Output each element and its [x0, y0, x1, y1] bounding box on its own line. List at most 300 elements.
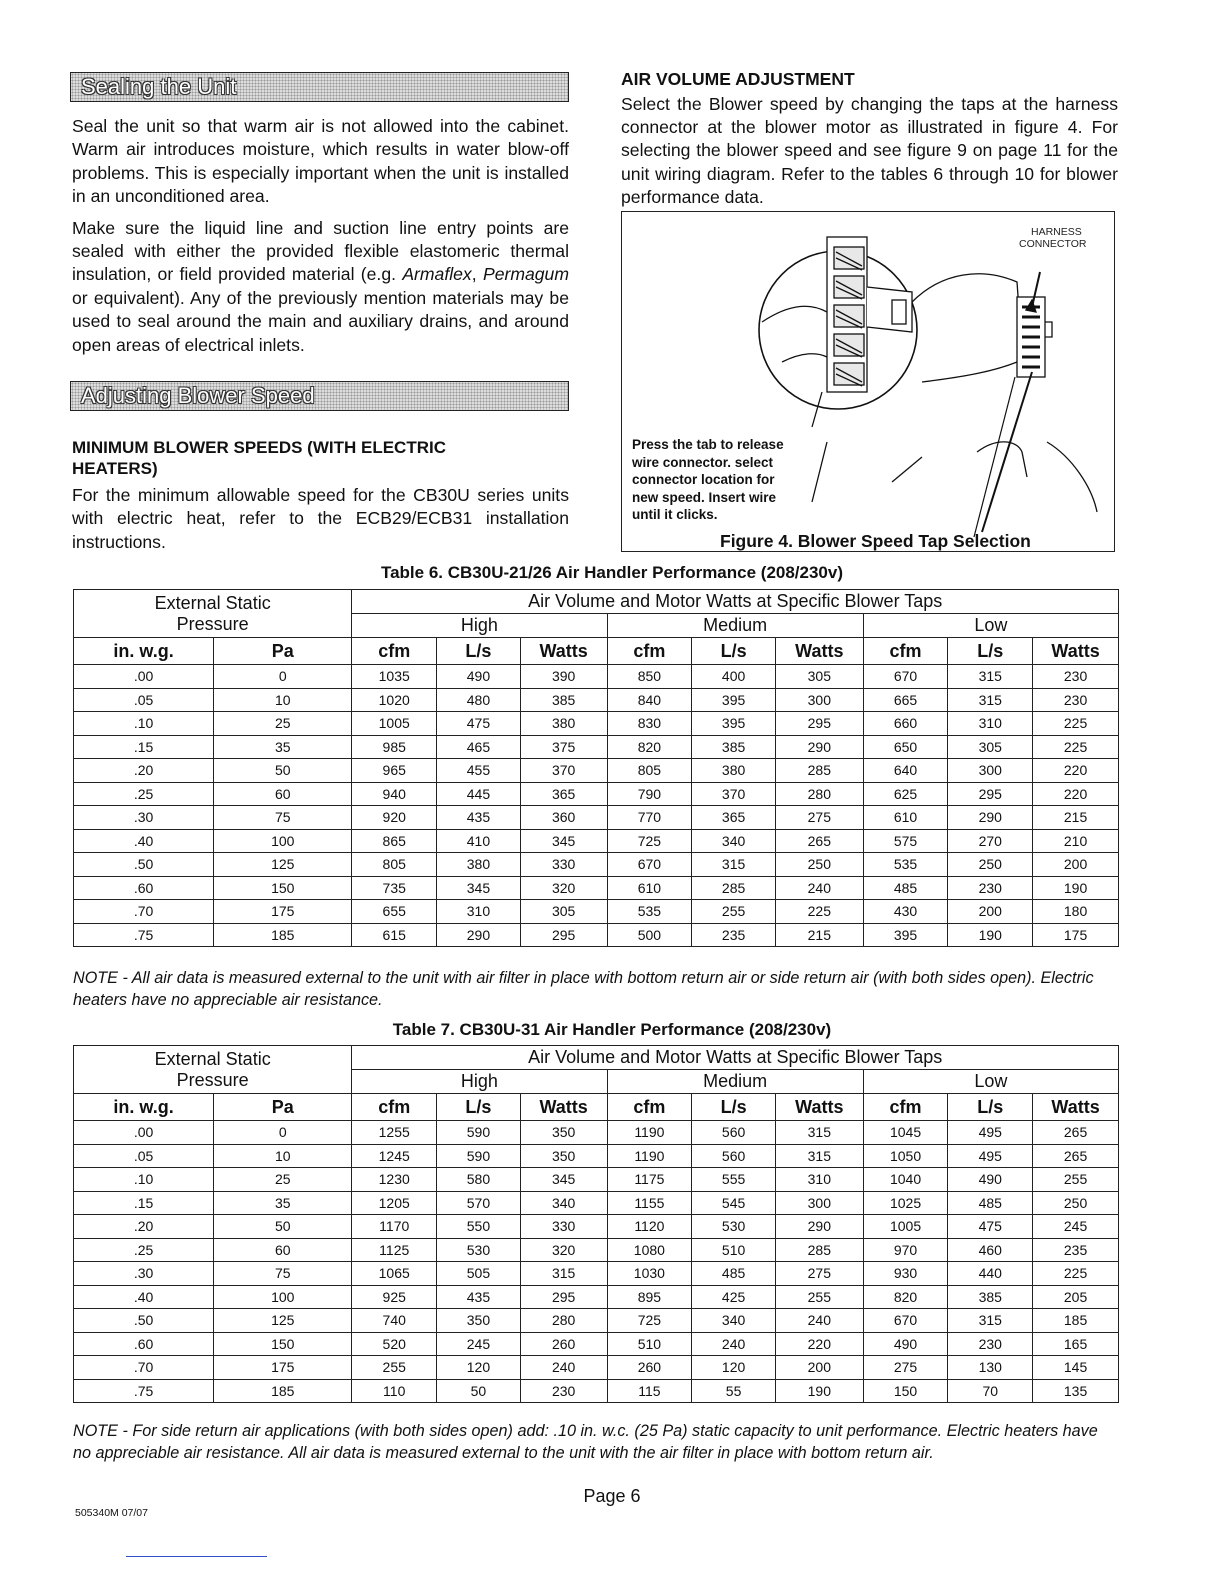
table-cell: 315: [775, 1121, 863, 1145]
harness-label-line-1: HARNESS: [1031, 226, 1082, 238]
ls-header: L/s: [437, 638, 521, 665]
table-cell: 735: [352, 876, 437, 900]
table-cell: 350: [520, 1121, 607, 1145]
table-cell: 670: [863, 1309, 948, 1333]
table-cell: 590: [437, 1121, 521, 1145]
table-cell: 340: [692, 1309, 776, 1333]
air-volume-heading: AIR VOLUME ADJUSTMENT: [621, 69, 855, 89]
sealing-section: [72, 115, 569, 357]
table-cell: 530: [437, 1238, 521, 1262]
table-cell: 250: [775, 853, 863, 877]
high-header: High: [352, 1070, 607, 1094]
table-cell: 1040: [863, 1168, 948, 1192]
table-cell: 740: [352, 1309, 437, 1333]
table-cell: 1230: [352, 1168, 437, 1192]
table-cell: 190: [1033, 876, 1119, 900]
table-cell: 395: [863, 923, 948, 947]
table-cell: 395: [692, 712, 776, 736]
table-row: [74, 1285, 1119, 1309]
table-6-note: NOTE - All air data is measured external to the unit with air filter in place with bottom return air or side return air (with both sides open). Electric heaters have no appreciable air resistance.: [73, 969, 1094, 1009]
table-cell: 1005: [863, 1215, 948, 1239]
table-cell: .60: [74, 1332, 214, 1356]
sealing-p2-part-b: ,: [471, 264, 483, 285]
table-row: [74, 853, 1119, 877]
table-cell: 240: [520, 1356, 607, 1380]
table-cell: 350: [437, 1309, 521, 1333]
table-cell: 165: [1033, 1332, 1119, 1356]
sealing-p2-part-a: Make sure the liquid line and suction line entry points are sealed with either the provided flexible elastomeric thermal insulation, or field provided material (e.g.: [72, 217, 569, 285]
fig-text-line: until it clicks.: [632, 507, 718, 522]
table-cell: 1245: [352, 1144, 437, 1168]
table-cell: 340: [692, 829, 776, 853]
table-cell: 250: [1033, 1191, 1119, 1215]
table-cell: 10: [214, 688, 352, 712]
table-cell: 925: [352, 1285, 437, 1309]
table-cell: 185: [214, 923, 352, 947]
table-cell: 1045: [863, 1121, 948, 1145]
table-cell: 255: [352, 1356, 437, 1380]
table-row: [74, 688, 1119, 712]
inwg-header: in. w.g.: [74, 638, 214, 665]
figure-instruction-text: [632, 436, 784, 524]
fig-text-line: wire connector. select: [632, 454, 774, 470]
table-cell: 1050: [863, 1144, 948, 1168]
ext-header-line-2: Pressure: [176, 1070, 249, 1090]
table-cell: 820: [863, 1285, 948, 1309]
table-cell: 465: [437, 735, 521, 759]
footer-rule: [126, 1556, 267, 1557]
table-cell: 245: [1033, 1215, 1119, 1239]
table-cell: 235: [1033, 1238, 1119, 1262]
table-cell: 380: [692, 759, 776, 783]
table-row: [74, 1168, 1119, 1192]
table-cell: 205: [1033, 1285, 1119, 1309]
table-row: [74, 1332, 1119, 1356]
table-cell: 230: [948, 1332, 1033, 1356]
table-cell: 330: [520, 853, 607, 877]
cfm-header: cfm: [607, 1094, 692, 1121]
table-cell: 345: [520, 1168, 607, 1192]
table-row: [74, 665, 1119, 689]
table-cell: 490: [437, 665, 521, 689]
table-cell: 125: [214, 1309, 352, 1333]
table-row: [74, 1215, 1119, 1239]
cfm-header: cfm: [352, 1094, 437, 1121]
table-cell: 255: [692, 900, 776, 924]
ls-header: L/s: [437, 1094, 521, 1121]
table-cell: 425: [692, 1285, 776, 1309]
table-cell: 50: [214, 1215, 352, 1239]
table-cell: 410: [437, 829, 521, 853]
table-cell: 360: [520, 806, 607, 830]
table-cell: 550: [437, 1215, 521, 1239]
table-cell: 1190: [607, 1144, 692, 1168]
watts-header: Watts: [1033, 638, 1119, 665]
table-cell: 255: [1033, 1168, 1119, 1192]
fig-text-line: new speed. Insert wire: [632, 489, 777, 505]
table-cell: 250: [948, 853, 1033, 877]
table-cell: 110: [352, 1379, 437, 1403]
table-cell: 805: [607, 759, 692, 783]
table-cell: 235: [692, 923, 776, 947]
table-cell: 260: [607, 1356, 692, 1380]
table-cell: 225: [1033, 735, 1119, 759]
table-cell: 25: [214, 712, 352, 736]
table-cell: 125: [214, 853, 352, 877]
table-cell: 1255: [352, 1121, 437, 1145]
ls-header: L/s: [692, 1094, 776, 1121]
table-cell: 295: [775, 712, 863, 736]
table-cell: 25: [214, 1168, 352, 1192]
table-cell: 315: [692, 853, 776, 877]
table-cell: 770: [607, 806, 692, 830]
figure-4-caption: Figure 4. Blower Speed Tap Selection: [720, 531, 1031, 551]
table-cell: .25: [74, 1238, 214, 1262]
table-cell: 310: [437, 900, 521, 924]
table-cell: 315: [520, 1262, 607, 1286]
table-cell: 185: [1033, 1309, 1119, 1333]
table-cell: .30: [74, 1262, 214, 1286]
high-header: High: [352, 614, 607, 638]
table-row: [74, 735, 1119, 759]
table-cell: 150: [214, 1332, 352, 1356]
sealing-paragraph-1: Seal the unit so that warm air is not allowed into the cabinet. Warm air introduces moisture, which results in water blow-off problems. This is especially important when the unit is installed in an unconditioned area.: [72, 116, 569, 207]
table-cell: 315: [948, 1309, 1033, 1333]
fig-text-line: Press the tab to release: [632, 437, 784, 452]
table-cell: 185: [214, 1379, 352, 1403]
table-cell: 510: [692, 1238, 776, 1262]
table-cell: .75: [74, 923, 214, 947]
table-cell: 310: [948, 712, 1033, 736]
table-cell: 330: [520, 1215, 607, 1239]
table-cell: 390: [520, 665, 607, 689]
table-cell: 840: [607, 688, 692, 712]
ls-header: L/s: [948, 1094, 1033, 1121]
table-cell: 560: [692, 1121, 776, 1145]
table-cell: 280: [775, 782, 863, 806]
ls-header: L/s: [692, 638, 776, 665]
table-cell: 145: [1033, 1356, 1119, 1380]
sealing-p2-part-c: or equivalent). Any of the previously mention materials may be used to seal around the main and auxiliary drains, and around open areas of electrical inlets.: [72, 287, 569, 355]
table-cell: 445: [437, 782, 521, 806]
table-cell: 435: [437, 806, 521, 830]
table-cell: 1080: [607, 1238, 692, 1262]
air-volume-paragraph: Select the Blower speed by changing the taps at the harness connector at the blower motor as illustrated in figure 4. For selecting the blower speed and see figure 9 on page 11 for the unit wiring diagram. Refer to the tables 6 through 10 for blower performance data.: [621, 93, 1118, 208]
table-cell: .50: [74, 1309, 214, 1333]
table-cell: 1025: [863, 1191, 948, 1215]
table-cell: 290: [948, 806, 1033, 830]
table-cell: 375: [520, 735, 607, 759]
table-cell: 460: [948, 1238, 1033, 1262]
table-cell: 535: [607, 900, 692, 924]
table-cell: 175: [214, 900, 352, 924]
table-cell: 345: [520, 829, 607, 853]
table-cell: 570: [437, 1191, 521, 1215]
table-cell: 265: [1033, 1144, 1119, 1168]
air-volume-header: Air Volume and Motor Watts at Specific Blower Taps: [352, 1046, 1119, 1070]
table-7-body: [74, 1121, 1119, 1403]
table-cell: 545: [692, 1191, 776, 1215]
table-cell: 265: [1033, 1121, 1119, 1145]
table-cell: 255: [775, 1285, 863, 1309]
table-cell: .00: [74, 665, 214, 689]
table-cell: 655: [352, 900, 437, 924]
table-cell: 1190: [607, 1121, 692, 1145]
table-cell: 220: [775, 1332, 863, 1356]
table-cell: 1170: [352, 1215, 437, 1239]
table-cell: 725: [607, 829, 692, 853]
table-7-caption: Table 7. CB30U-31 Air Handler Performance (208/230v): [392, 1020, 832, 1039]
min-blower-paragraph: For the minimum allowable speed for the CB30U series units with electric heat, refer to the ECB29/ECB31 installation instructions.: [72, 485, 569, 552]
pa-header: Pa: [214, 1094, 352, 1121]
table-cell: 1035: [352, 665, 437, 689]
table-cell: 120: [692, 1356, 776, 1380]
table-cell: 285: [692, 876, 776, 900]
table-6-caption: Table 6. CB30U-21/26 Air Handler Performance (208/230v): [380, 563, 844, 582]
external-static-header: [74, 1046, 352, 1094]
table-cell: .30: [74, 806, 214, 830]
table-cell: 305: [948, 735, 1033, 759]
table-cell: 490: [948, 1168, 1033, 1192]
table-cell: 830: [607, 712, 692, 736]
air-volume-section: [621, 69, 1118, 210]
table-cell: 310: [775, 1168, 863, 1192]
table-row: [74, 759, 1119, 783]
low-header: Low: [863, 614, 1118, 638]
watts-header: Watts: [775, 1094, 863, 1121]
table-cell: 660: [863, 712, 948, 736]
table-cell: 1020: [352, 688, 437, 712]
table-cell: 300: [775, 688, 863, 712]
table-cell: 480: [437, 688, 521, 712]
table-cell: 1155: [607, 1191, 692, 1215]
min-blower-section: [72, 438, 569, 554]
table-7-note: NOTE - For side return air applications (with both sides open) add: .10 in. w.c. (25 Pa) static capacity to unit performance. Electric heaters have no appreciable air resistance. All air data is measured external to the unit with the air filter in place with bottom return air.: [73, 1422, 1098, 1462]
table-cell: 240: [775, 876, 863, 900]
min-blower-heading: MINIMUM BLOWER SPEEDS (WITH ELECTRIC HEATERS): [72, 438, 446, 478]
table-row: [74, 1262, 1119, 1286]
table-cell: 100: [214, 829, 352, 853]
table-cell: 920: [352, 806, 437, 830]
table-cell: .05: [74, 1144, 214, 1168]
table-cell: 245: [437, 1332, 521, 1356]
table-cell: 490: [863, 1332, 948, 1356]
table-cell: 380: [437, 853, 521, 877]
watts-header: Watts: [775, 638, 863, 665]
low-header: Low: [863, 1070, 1118, 1094]
medium-header: Medium: [607, 1070, 863, 1094]
page-number: Page 6: [583, 1486, 641, 1506]
table-cell: 225: [775, 900, 863, 924]
table-cell: 300: [948, 759, 1033, 783]
table-cell: 50: [214, 759, 352, 783]
table-row: [74, 806, 1119, 830]
watts-header: Watts: [520, 638, 607, 665]
table-row: [74, 829, 1119, 853]
external-static-header: [74, 590, 352, 638]
table-7: [73, 1045, 1119, 1403]
table-6: [73, 589, 1119, 947]
table-cell: .10: [74, 1168, 214, 1192]
table-cell: 385: [692, 735, 776, 759]
table-cell: 275: [863, 1356, 948, 1380]
sealing-unit-title: Sealing the Unit: [81, 74, 237, 99]
table-cell: 265: [775, 829, 863, 853]
fig-text-line: connector location for: [632, 472, 775, 487]
sealing-paragraph-2: [72, 217, 569, 357]
table-cell: 210: [1033, 829, 1119, 853]
cfm-header: cfm: [863, 638, 948, 665]
table-cell: 220: [1033, 759, 1119, 783]
ext-header-line-1: External Static: [154, 1049, 271, 1069]
adjusting-blower-title: Adjusting Blower Speed: [81, 383, 315, 408]
table-cell: 575: [863, 829, 948, 853]
table-cell: 625: [863, 782, 948, 806]
table-cell: 930: [863, 1262, 948, 1286]
table-cell: 430: [863, 900, 948, 924]
watts-header: Watts: [520, 1094, 607, 1121]
table-row: [74, 1191, 1119, 1215]
table-cell: 555: [692, 1168, 776, 1192]
table-cell: 295: [948, 782, 1033, 806]
table-cell: .40: [74, 1285, 214, 1309]
table-cell: 280: [520, 1309, 607, 1333]
table-cell: 50: [437, 1379, 521, 1403]
table-cell: 370: [692, 782, 776, 806]
table-row: [74, 1356, 1119, 1380]
ls-header: L/s: [948, 638, 1033, 665]
table-cell: 180: [1033, 900, 1119, 924]
table-cell: 75: [214, 1262, 352, 1286]
table-cell: .05: [74, 688, 214, 712]
table-cell: 275: [775, 806, 863, 830]
table-row: [74, 712, 1119, 736]
table-cell: 240: [775, 1309, 863, 1333]
table-cell: 230: [520, 1379, 607, 1403]
adjusting-blower-banner: [70, 381, 569, 411]
table-cell: 530: [692, 1215, 776, 1239]
ext-header-line-2: Pressure: [176, 614, 249, 634]
table-cell: 60: [214, 1238, 352, 1262]
table-cell: 215: [1033, 806, 1119, 830]
table-cell: 295: [520, 923, 607, 947]
table-cell: 435: [437, 1285, 521, 1309]
table-cell: 1175: [607, 1168, 692, 1192]
table-cell: 820: [607, 735, 692, 759]
table-row: [74, 900, 1119, 924]
pa-header: Pa: [214, 638, 352, 665]
cfm-header: cfm: [352, 638, 437, 665]
table-cell: 35: [214, 1191, 352, 1215]
table-cell: 500: [607, 923, 692, 947]
table-cell: 865: [352, 829, 437, 853]
table-cell: 35: [214, 735, 352, 759]
table-cell: .50: [74, 853, 214, 877]
table-cell: 535: [863, 853, 948, 877]
table-cell: 130: [948, 1356, 1033, 1380]
table-cell: 580: [437, 1168, 521, 1192]
table-cell: 350: [520, 1144, 607, 1168]
table-cell: 380: [520, 712, 607, 736]
table-cell: 230: [948, 876, 1033, 900]
table-row: [74, 876, 1119, 900]
table-cell: 300: [775, 1191, 863, 1215]
table-cell: 150: [863, 1379, 948, 1403]
table-cell: .15: [74, 735, 214, 759]
table-cell: .70: [74, 1356, 214, 1380]
table-cell: 315: [948, 665, 1033, 689]
table-6-body: [74, 665, 1119, 947]
table-cell: 215: [775, 923, 863, 947]
table-cell: 135: [1033, 1379, 1119, 1403]
harness-connector-label: [1019, 226, 1086, 250]
table-cell: .20: [74, 1215, 214, 1239]
table-cell: 510: [607, 1332, 692, 1356]
table-cell: 225: [1033, 1262, 1119, 1286]
document-number: 505340M 07/07: [75, 1507, 148, 1519]
table-cell: 1065: [352, 1262, 437, 1286]
table-cell: 370: [520, 759, 607, 783]
table-cell: 385: [948, 1285, 1033, 1309]
table-row: [74, 1379, 1119, 1403]
table-cell: 120: [437, 1356, 521, 1380]
table-cell: 320: [520, 876, 607, 900]
table-cell: 665: [863, 688, 948, 712]
cfm-header: cfm: [607, 638, 692, 665]
table-cell: 200: [948, 900, 1033, 924]
table-cell: 190: [948, 923, 1033, 947]
table-cell: 100: [214, 1285, 352, 1309]
table-cell: 725: [607, 1309, 692, 1333]
table-cell: 200: [775, 1356, 863, 1380]
table-cell: 290: [437, 923, 521, 947]
table-cell: 970: [863, 1238, 948, 1262]
ext-header-line-1: External Static: [154, 593, 271, 613]
table-cell: 315: [948, 688, 1033, 712]
table-cell: 640: [863, 759, 948, 783]
table-cell: 305: [520, 900, 607, 924]
table-cell: 305: [775, 665, 863, 689]
table-cell: 850: [607, 665, 692, 689]
table-cell: 495: [948, 1121, 1033, 1145]
table-cell: 395: [692, 688, 776, 712]
table-cell: .75: [74, 1379, 214, 1403]
table-cell: 440: [948, 1262, 1033, 1286]
table-cell: 1005: [352, 712, 437, 736]
table-cell: 175: [214, 1356, 352, 1380]
permagum-text: Permagum: [482, 264, 569, 285]
table-cell: .25: [74, 782, 214, 806]
table-cell: .00: [74, 1121, 214, 1145]
table-cell: .60: [74, 876, 214, 900]
figure-4-box: [621, 211, 1115, 552]
table-cell: .40: [74, 829, 214, 853]
table-cell: 10: [214, 1144, 352, 1168]
table-cell: 455: [437, 759, 521, 783]
table-cell: 345: [437, 876, 521, 900]
table-cell: 790: [607, 782, 692, 806]
table-row: [74, 923, 1119, 947]
table-cell: 200: [1033, 853, 1119, 877]
table-cell: 520: [352, 1332, 437, 1356]
table-cell: 315: [775, 1144, 863, 1168]
table-cell: 485: [692, 1262, 776, 1286]
table-cell: 485: [863, 876, 948, 900]
table-cell: 275: [775, 1262, 863, 1286]
table-cell: 1120: [607, 1215, 692, 1239]
table-cell: 670: [607, 853, 692, 877]
table-cell: 290: [775, 1215, 863, 1239]
